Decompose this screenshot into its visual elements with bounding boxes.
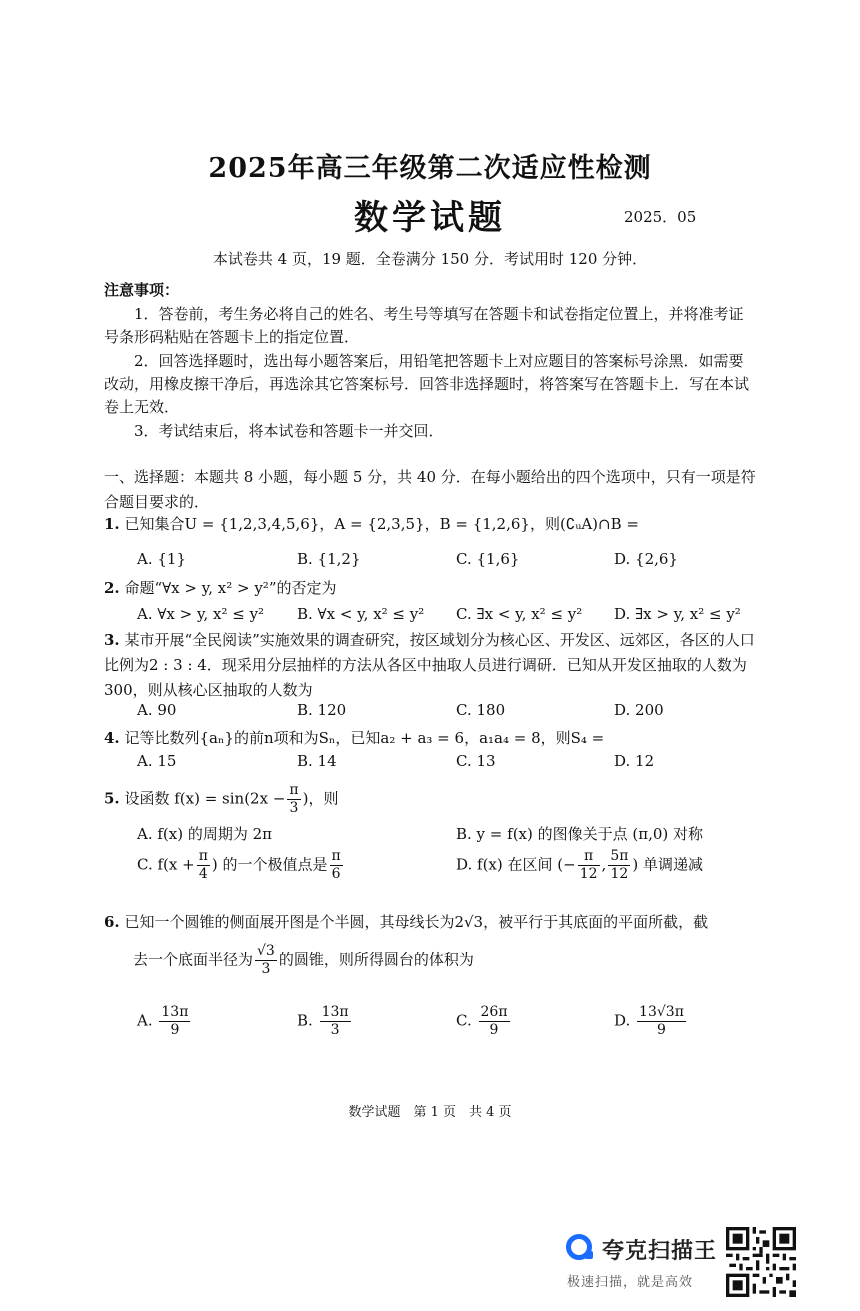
q6-option-b: B. $\frac{13\pi}{3}$ [297,1004,349,1038]
exam-intro: 本试卷共 4 页，19 题．全卷满分 150 分．考试用时 120 分钟． [212,250,648,268]
question-stem: 命题“∀x > y, x² > y²”的否定为 [124,579,337,597]
q3-option-d: D. 200 [614,701,664,719]
q6-option-c: C. $\frac{26\pi}{9}$ [456,1004,508,1038]
subject-title: 数学试题 [354,198,506,238]
q6-option-a: A. $\frac{13\pi}{9}$ [137,1004,189,1038]
q5-option-a: A. f(x) 的周期为 2π [137,825,273,843]
q5-option-b: B. y = f(x) 的图像关于点 (π,0) 对称 [456,825,704,843]
q5-option-d: D. f(x) 在区间 (− $\frac{\pi}{12}$ , $\frac{5\pi}{12}$ ) 单调递减 [456,848,704,882]
q3-option-a: A. 90 [137,701,177,719]
exam-title: 2025年高三年级第二次适应性检测 [208,153,652,184]
fraction-pi-over-12: $\frac{\pi}{12}$ [579,848,598,882]
question-6-line2: 去一个底面半径为 $\frac{√3}{3}$ 的圆锥，则所得圆台的体积为 [133,943,474,977]
question-3 [104,628,764,703]
notice-item-3: 3．考试结束后，将本试卷和答题卡一并交回． [134,422,444,440]
page-footer: 数学试题 第 1 页 共 4 页 [348,1105,512,1120]
notice-item-1: 1．答卷前，考生务必将自己的姓名、考生号等填写在答题卡和试卷指定位置上，并将准考证号条形码粘贴在答题卡上的指定位置． [104,305,744,346]
question-6 [104,910,764,935]
fraction: $\frac{13√3\pi}{9}$ [639,1004,684,1038]
question-stem: 已知集合U = {1,2,3,4,5,6}，A = {2,3,5}，B = {1,2,6}，则(∁ᵤA)∩B = [124,515,639,533]
q4-option-a: A. 15 [137,752,177,770]
question-stem-start: 设函数 f(x) = sin(2x − [124,789,286,808]
question-number: 2. [104,579,120,597]
question-number: 5. [104,789,120,808]
notice-item-2: 2．回答选择题时，选出每小题答案后，用铅笔把答题卡上对应题目的答案标号涂黑．如需要改动，用橡皮擦干净后，再选涂其它答案标号．回答非选择题时，将答案写在答题卡上．写在本试卷上无效． [104,352,750,416]
q1-option-d: D. {2,6} [614,550,678,568]
question-stem-line1: 已知一个圆锥的侧面展开图是个半圆，其母线长为2√3，被平行于其底面的平面所截，截 [124,913,709,931]
fraction-pi-over-6: $\frac{\pi}{6}$ [331,848,341,882]
fraction: $\frac{26\pi}{9}$ [480,1004,508,1038]
section-heading: 一、选择题：本题共 8 小题，每小题 5 分，共 40 分．在每小题给出的四个选项中，只有一项是符合题目要求的． [104,468,756,511]
notice-title: 注意事项： [104,281,180,299]
fraction: $\frac{13\pi}{9}$ [161,1004,189,1038]
q1-option-b: B. {1,2} [297,550,361,568]
scanner-brand: 夸克扫描王 [602,1239,718,1264]
question-stem: 记等比数列{aₙ}的前n项和为Sₙ，已知a₂ + a₃ = 6，a₁a₄ = 8，则S₄ = [124,729,605,747]
question-stem-end: )，则 [302,789,339,808]
q2-option-c: C. ∃x < y, x² ≤ y² [456,605,583,623]
q4-option-b: B. 14 [297,752,337,770]
scanner-slogan: 极速扫描，就是高效 [567,1275,694,1290]
question-number: 1. [104,515,120,533]
fraction: $\frac{13\pi}{3}$ [321,1004,349,1038]
exam-date: 2025．05 [624,208,697,226]
fraction-sqrt3-over-3: $\frac{√3}{3}$ [257,943,275,977]
question-number: 6. [104,913,120,931]
q6-option-d: D. $\frac{13√3\pi}{9}$ [614,1004,684,1038]
question-1 [104,512,764,537]
fraction-5pi-over-12: $\frac{5\pi}{12}$ [610,848,629,882]
question-stem: 某市开展“全民阅读”实施效果的调查研究，按区域划分为核心区、开发区、远郊区，各区的人口比例为2 : 3 : 4．现采用分层抽样的方法从各区中抽取人员进行调研．已知从开发区抽取的人数为300，则从核心区抽取的人数为 [104,631,755,699]
q4-option-d: D. 12 [614,752,655,770]
q2-option-a: A. ∀x > y, x² ≤ y² [137,605,265,623]
q1-option-a: A. {1} [137,550,186,568]
qr-code-icon [726,1227,796,1297]
q3-option-c: C. 180 [456,701,506,719]
question-2 [104,576,764,601]
fraction-pi-over-3: $\frac{\pi}{3}$ [289,782,299,816]
scanner-logo-icon [566,1234,592,1260]
q5-option-c: C. f(x + $\frac{\pi}{4}$ ) 的一个极值点是 $\frac{\pi}{6}$ [137,848,341,882]
q4-option-c: C. 13 [456,752,496,770]
question-number: 3. [104,631,120,649]
fraction-pi-over-4: $\frac{\pi}{4}$ [198,848,208,882]
question-4 [104,726,764,751]
q2-option-d: D. ∃x > y, x² ≤ y² [614,605,741,623]
q1-option-c: C. {1,6} [456,550,520,568]
q2-option-b: B. ∀x < y, x² ≤ y² [297,605,425,623]
q3-option-b: B. 120 [297,701,347,719]
question-5 [104,782,764,817]
question-number: 4. [104,729,120,747]
